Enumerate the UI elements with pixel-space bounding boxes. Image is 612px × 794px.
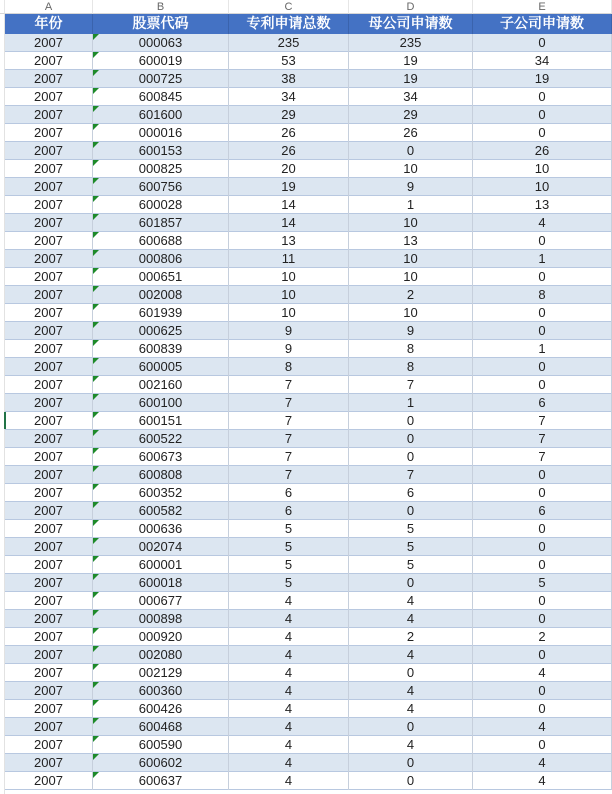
table-row xyxy=(5,232,612,250)
table-row xyxy=(5,736,612,754)
cell-total-patents[interactable]: 9 xyxy=(229,340,349,358)
cell-year[interactable]: 2007 xyxy=(5,142,93,160)
cell-total-patents[interactable]: 5 xyxy=(229,556,349,574)
table-row xyxy=(5,412,612,430)
cell-year[interactable]: 2007 xyxy=(5,160,93,178)
cell-parent-applications[interactable]: 4 xyxy=(349,592,473,610)
table-row xyxy=(5,142,612,160)
cell-year[interactable]: 2007 xyxy=(5,34,93,52)
cell-year[interactable]: 2007 xyxy=(5,574,93,592)
cell-stock-code[interactable]: 600151 xyxy=(93,412,229,430)
cell-stock-code[interactable]: 600019 xyxy=(93,52,229,70)
table-row xyxy=(5,772,612,790)
cell-year[interactable]: 2007 xyxy=(5,448,93,466)
cell-stock-code[interactable]: 601600 xyxy=(93,106,229,124)
cell-subsidiary-applications[interactable]: 0 xyxy=(473,304,612,322)
cell-subsidiary-applications[interactable]: 19 xyxy=(473,70,612,88)
cell-parent-applications[interactable]: 0 xyxy=(349,448,473,466)
cell-parent-applications[interactable]: 0 xyxy=(349,142,473,160)
column-header-d[interactable]: D xyxy=(349,0,473,14)
table-row xyxy=(5,196,612,214)
table-row xyxy=(5,34,612,52)
cell-subsidiary-applications[interactable]: 0 xyxy=(473,124,612,142)
cell-parent-applications[interactable]: 1 xyxy=(349,196,473,214)
cell-total-patents[interactable]: 5 xyxy=(229,574,349,592)
cell-stock-code[interactable]: 600352 xyxy=(93,484,229,502)
cell-subsidiary-applications[interactable]: 4 xyxy=(473,214,612,232)
cell-total-patents[interactable]: 10 xyxy=(229,304,349,322)
cell-year[interactable]: 2007 xyxy=(5,754,93,772)
cell-year[interactable]: 2007 xyxy=(5,664,93,682)
cell-parent-applications[interactable]: 0 xyxy=(349,412,473,430)
cell-total-patents[interactable]: 4 xyxy=(229,664,349,682)
cell-stock-code[interactable]: 600005 xyxy=(93,358,229,376)
cell-stock-code[interactable]: 600028 xyxy=(93,196,229,214)
cell-stock-code[interactable]: 600590 xyxy=(93,736,229,754)
header-cell-stock-code[interactable]: 股票代码 xyxy=(93,14,229,34)
table-row xyxy=(5,628,612,646)
table-row xyxy=(5,466,612,484)
cell-stock-code[interactable]: 600360 xyxy=(93,682,229,700)
cell-year[interactable]: 2007 xyxy=(5,556,93,574)
cell-parent-applications[interactable]: 5 xyxy=(349,538,473,556)
cell-year[interactable]: 2007 xyxy=(5,250,93,268)
cell-parent-applications[interactable]: 9 xyxy=(349,322,473,340)
cell-total-patents[interactable]: 26 xyxy=(229,142,349,160)
table-row xyxy=(5,160,612,178)
cell-subsidiary-applications[interactable]: 0 xyxy=(473,232,612,250)
cell-subsidiary-applications[interactable]: 0 xyxy=(473,358,612,376)
cell-subsidiary-applications[interactable]: 0 xyxy=(473,700,612,718)
cell-year[interactable]: 2007 xyxy=(5,646,93,664)
cell-year[interactable]: 2007 xyxy=(5,196,93,214)
cell-subsidiary-applications[interactable]: 7 xyxy=(473,448,612,466)
table-row xyxy=(5,592,612,610)
cell-parent-applications[interactable]: 1 xyxy=(349,394,473,412)
cell-subsidiary-applications[interactable]: 7 xyxy=(473,430,612,448)
cell-total-patents[interactable]: 9 xyxy=(229,322,349,340)
cell-parent-applications[interactable]: 0 xyxy=(349,430,473,448)
cell-year[interactable]: 2007 xyxy=(5,358,93,376)
cell-parent-applications[interactable]: 4 xyxy=(349,646,473,664)
cell-year[interactable]: 2007 xyxy=(5,682,93,700)
cell-stock-code[interactable]: 000016 xyxy=(93,124,229,142)
cell-subsidiary-applications[interactable]: 5 xyxy=(473,574,612,592)
cell-year[interactable]: 2007 xyxy=(5,214,93,232)
cell-parent-applications[interactable]: 8 xyxy=(349,340,473,358)
table-row xyxy=(5,124,612,142)
cell-total-patents[interactable]: 7 xyxy=(229,376,349,394)
cell-stock-code[interactable]: 000625 xyxy=(93,322,229,340)
cell-subsidiary-applications[interactable]: 0 xyxy=(473,88,612,106)
cell-year[interactable]: 2007 xyxy=(5,592,93,610)
active-cell-indicator xyxy=(4,412,6,429)
cell-year[interactable]: 2007 xyxy=(5,718,93,736)
cell-total-patents[interactable]: 4 xyxy=(229,718,349,736)
table-row xyxy=(5,430,612,448)
header-cell-year[interactable]: 年份 xyxy=(5,14,93,34)
cell-stock-code[interactable]: 600756 xyxy=(93,178,229,196)
table-row xyxy=(5,340,612,358)
cell-stock-code[interactable]: 600673 xyxy=(93,448,229,466)
cell-subsidiary-applications[interactable]: 4 xyxy=(473,754,612,772)
cell-year[interactable]: 2007 xyxy=(5,304,93,322)
column-header-a[interactable]: A xyxy=(5,0,93,14)
cell-stock-code[interactable]: 000725 xyxy=(93,70,229,88)
cell-total-patents[interactable]: 38 xyxy=(229,70,349,88)
cell-subsidiary-applications[interactable]: 0 xyxy=(473,592,612,610)
cell-year[interactable]: 2007 xyxy=(5,178,93,196)
cell-year[interactable]: 2007 xyxy=(5,232,93,250)
cell-year[interactable]: 2007 xyxy=(5,484,93,502)
cell-stock-code[interactable]: 600468 xyxy=(93,718,229,736)
cell-total-patents[interactable]: 4 xyxy=(229,772,349,790)
cell-total-patents[interactable]: 6 xyxy=(229,502,349,520)
cell-total-patents[interactable]: 6 xyxy=(229,484,349,502)
cell-subsidiary-applications[interactable]: 0 xyxy=(473,682,612,700)
table-row xyxy=(5,268,612,286)
cell-stock-code[interactable]: 002080 xyxy=(93,646,229,664)
cell-parent-applications[interactable]: 4 xyxy=(349,736,473,754)
cell-subsidiary-applications[interactable]: 0 xyxy=(473,610,612,628)
table-row xyxy=(5,484,612,502)
cell-stock-code[interactable]: 600637 xyxy=(93,772,229,790)
cell-parent-applications[interactable]: 29 xyxy=(349,106,473,124)
cell-stock-code[interactable]: 600522 xyxy=(93,430,229,448)
cell-subsidiary-applications[interactable]: 10 xyxy=(473,160,612,178)
cell-year[interactable]: 2007 xyxy=(5,124,93,142)
table-row xyxy=(5,646,612,664)
cell-stock-code[interactable]: 600001 xyxy=(93,556,229,574)
table-row xyxy=(5,250,612,268)
cell-stock-code[interactable]: 000898 xyxy=(93,610,229,628)
cell-parent-applications[interactable]: 0 xyxy=(349,502,473,520)
cell-subsidiary-applications[interactable]: 4 xyxy=(473,718,612,736)
cell-subsidiary-applications[interactable]: 0 xyxy=(473,736,612,754)
header-cell-total-patents[interactable]: 专利申请总数 xyxy=(229,14,349,34)
table-row xyxy=(5,322,612,340)
cell-stock-code[interactable]: 000651 xyxy=(93,268,229,286)
cell-stock-code[interactable]: 600808 xyxy=(93,466,229,484)
cell-parent-applications[interactable]: 4 xyxy=(349,610,473,628)
cell-subsidiary-applications[interactable]: 0 xyxy=(473,484,612,502)
cell-subsidiary-applications[interactable]: 26 xyxy=(473,142,612,160)
cell-year[interactable]: 2007 xyxy=(5,394,93,412)
cell-total-patents[interactable]: 10 xyxy=(229,286,349,304)
table-row xyxy=(5,664,612,682)
cell-subsidiary-applications[interactable]: 7 xyxy=(473,412,612,430)
cell-stock-code[interactable]: 600100 xyxy=(93,394,229,412)
cell-stock-code[interactable]: 600839 xyxy=(93,340,229,358)
cell-parent-applications[interactable]: 10 xyxy=(349,268,473,286)
cell-parent-applications[interactable]: 10 xyxy=(349,160,473,178)
column-header-e[interactable]: E xyxy=(473,0,612,14)
cell-total-patents[interactable]: 4 xyxy=(229,628,349,646)
cell-total-patents[interactable]: 7 xyxy=(229,466,349,484)
cell-parent-applications[interactable]: 5 xyxy=(349,556,473,574)
cell-subsidiary-applications[interactable]: 1 xyxy=(473,340,612,358)
table-row xyxy=(5,556,612,574)
cell-total-patents[interactable]: 53 xyxy=(229,52,349,70)
cell-year[interactable]: 2007 xyxy=(5,628,93,646)
cell-parent-applications[interactable]: 0 xyxy=(349,574,473,592)
cell-stock-code[interactable]: 000063 xyxy=(93,34,229,52)
cell-total-patents[interactable]: 5 xyxy=(229,538,349,556)
cell-subsidiary-applications[interactable]: 0 xyxy=(473,538,612,556)
cell-total-patents[interactable]: 4 xyxy=(229,754,349,772)
cell-stock-code[interactable]: 600602 xyxy=(93,754,229,772)
cell-total-patents[interactable]: 4 xyxy=(229,646,349,664)
table-header-row xyxy=(5,14,612,34)
table-row xyxy=(5,610,612,628)
cell-total-patents[interactable]: 7 xyxy=(229,430,349,448)
cell-parent-applications[interactable]: 7 xyxy=(349,466,473,484)
header-cell-subsidiary-applications[interactable]: 子公司申请数 xyxy=(473,14,612,34)
cell-subsidiary-applications[interactable]: 34 xyxy=(473,52,612,70)
cell-total-patents[interactable]: 19 xyxy=(229,178,349,196)
table-row xyxy=(5,286,612,304)
cell-parent-applications[interactable]: 2 xyxy=(349,628,473,646)
cell-total-patents[interactable]: 4 xyxy=(229,736,349,754)
cell-year[interactable]: 2007 xyxy=(5,88,93,106)
cell-parent-applications[interactable]: 6 xyxy=(349,484,473,502)
cell-total-patents[interactable]: 14 xyxy=(229,196,349,214)
cell-total-patents[interactable]: 29 xyxy=(229,106,349,124)
cell-year[interactable]: 2007 xyxy=(5,772,93,790)
table-row xyxy=(5,682,612,700)
cell-subsidiary-applications[interactable]: 13 xyxy=(473,196,612,214)
cell-total-patents[interactable]: 235 xyxy=(229,34,349,52)
cell-subsidiary-applications[interactable]: 0 xyxy=(473,646,612,664)
cell-stock-code[interactable]: 002074 xyxy=(93,538,229,556)
cell-total-patents[interactable]: 8 xyxy=(229,358,349,376)
cell-total-patents[interactable]: 13 xyxy=(229,232,349,250)
cell-parent-applications[interactable]: 7 xyxy=(349,376,473,394)
cell-year[interactable]: 2007 xyxy=(5,610,93,628)
cell-parent-applications[interactable]: 34 xyxy=(349,88,473,106)
cell-parent-applications[interactable]: 9 xyxy=(349,178,473,196)
cell-subsidiary-applications[interactable]: 4 xyxy=(473,664,612,682)
table-row xyxy=(5,502,612,520)
cell-parent-applications[interactable]: 13 xyxy=(349,232,473,250)
cell-parent-applications[interactable]: 5 xyxy=(349,520,473,538)
cell-total-patents[interactable]: 34 xyxy=(229,88,349,106)
cell-subsidiary-applications[interactable]: 0 xyxy=(473,520,612,538)
cell-total-patents[interactable]: 4 xyxy=(229,610,349,628)
cell-stock-code[interactable]: 600845 xyxy=(93,88,229,106)
cell-stock-code[interactable]: 000677 xyxy=(93,592,229,610)
cell-year[interactable]: 2007 xyxy=(5,52,93,70)
cell-subsidiary-applications[interactable]: 1 xyxy=(473,250,612,268)
cell-total-patents[interactable]: 4 xyxy=(229,700,349,718)
cell-stock-code[interactable]: 000825 xyxy=(93,160,229,178)
cell-subsidiary-applications[interactable]: 10 xyxy=(473,178,612,196)
cell-parent-applications[interactable]: 0 xyxy=(349,772,473,790)
cell-year[interactable]: 2007 xyxy=(5,376,93,394)
cell-stock-code[interactable]: 600018 xyxy=(93,574,229,592)
table-row xyxy=(5,52,612,70)
header-cell-parent-applications[interactable]: 母公司申请数 xyxy=(349,14,473,34)
cell-parent-applications[interactable]: 19 xyxy=(349,52,473,70)
table-row xyxy=(5,538,612,556)
cell-stock-code[interactable]: 002160 xyxy=(93,376,229,394)
cell-total-patents[interactable]: 4 xyxy=(229,592,349,610)
cell-stock-code[interactable]: 002008 xyxy=(93,286,229,304)
column-header-b[interactable]: B xyxy=(93,0,229,14)
cell-year[interactable]: 2007 xyxy=(5,736,93,754)
column-header-c[interactable]: C xyxy=(229,0,349,14)
cell-total-patents[interactable]: 10 xyxy=(229,268,349,286)
cell-subsidiary-applications[interactable]: 6 xyxy=(473,502,612,520)
cell-parent-applications[interactable]: 19 xyxy=(349,70,473,88)
cell-subsidiary-applications[interactable]: 2 xyxy=(473,628,612,646)
cell-total-patents[interactable]: 4 xyxy=(229,682,349,700)
cell-stock-code[interactable]: 600688 xyxy=(93,232,229,250)
column-header-bar xyxy=(0,0,612,14)
cell-year[interactable]: 2007 xyxy=(5,430,93,448)
cell-year[interactable]: 2007 xyxy=(5,538,93,556)
cell-subsidiary-applications[interactable]: 0 xyxy=(473,322,612,340)
cell-stock-code[interactable]: 600582 xyxy=(93,502,229,520)
cell-stock-code[interactable]: 002129 xyxy=(93,664,229,682)
cell-parent-applications[interactable]: 4 xyxy=(349,682,473,700)
cell-stock-code[interactable]: 601857 xyxy=(93,214,229,232)
table-row xyxy=(5,754,612,772)
table-row xyxy=(5,88,612,106)
table-row xyxy=(5,178,612,196)
cell-year[interactable]: 2007 xyxy=(5,322,93,340)
cell-year[interactable]: 2007 xyxy=(5,106,93,124)
table-row xyxy=(5,214,612,232)
cell-year[interactable]: 2007 xyxy=(5,502,93,520)
cell-year[interactable]: 2007 xyxy=(5,466,93,484)
table-row xyxy=(5,376,612,394)
cell-parent-applications[interactable]: 26 xyxy=(349,124,473,142)
cell-subsidiary-applications[interactable]: 0 xyxy=(473,376,612,394)
cell-parent-applications[interactable]: 4 xyxy=(349,700,473,718)
cell-total-patents[interactable]: 7 xyxy=(229,448,349,466)
table-row xyxy=(5,700,612,718)
cell-parent-applications[interactable]: 0 xyxy=(349,718,473,736)
cell-year[interactable]: 2007 xyxy=(5,70,93,88)
cell-stock-code[interactable]: 600153 xyxy=(93,142,229,160)
cell-parent-applications[interactable]: 235 xyxy=(349,34,473,52)
cell-parent-applications[interactable]: 0 xyxy=(349,664,473,682)
cell-total-patents[interactable]: 11 xyxy=(229,250,349,268)
cell-year[interactable]: 2007 xyxy=(5,268,93,286)
cell-subsidiary-applications[interactable]: 0 xyxy=(473,106,612,124)
cell-stock-code[interactable]: 600426 xyxy=(93,700,229,718)
cell-parent-applications[interactable]: 8 xyxy=(349,358,473,376)
cell-stock-code[interactable]: 000636 xyxy=(93,520,229,538)
cell-parent-applications[interactable]: 10 xyxy=(349,304,473,322)
table-row xyxy=(5,448,612,466)
table-row xyxy=(5,304,612,322)
cell-subsidiary-applications[interactable]: 0 xyxy=(473,268,612,286)
table-row xyxy=(5,574,612,592)
cell-total-patents[interactable]: 26 xyxy=(229,124,349,142)
cell-total-patents[interactable]: 7 xyxy=(229,394,349,412)
cell-parent-applications[interactable]: 0 xyxy=(349,754,473,772)
cell-year[interactable]: 2007 xyxy=(5,286,93,304)
table-row xyxy=(5,394,612,412)
table-row xyxy=(5,106,612,124)
cell-total-patents[interactable]: 20 xyxy=(229,160,349,178)
cell-subsidiary-applications[interactable]: 4 xyxy=(473,772,612,790)
cell-total-patents[interactable]: 14 xyxy=(229,214,349,232)
cell-year[interactable]: 2007 xyxy=(5,700,93,718)
table-row xyxy=(5,718,612,736)
cell-parent-applications[interactable]: 10 xyxy=(349,250,473,268)
cell-total-patents[interactable]: 7 xyxy=(229,412,349,430)
cell-subsidiary-applications[interactable]: 0 xyxy=(473,34,612,52)
cell-subsidiary-applications[interactable]: 0 xyxy=(473,556,612,574)
cell-stock-code[interactable]: 000806 xyxy=(93,250,229,268)
cell-subsidiary-applications[interactable]: 8 xyxy=(473,286,612,304)
cell-parent-applications[interactable]: 10 xyxy=(349,214,473,232)
table-row xyxy=(5,520,612,538)
table-row xyxy=(5,358,612,376)
cell-year[interactable]: 2007 xyxy=(5,340,93,358)
cell-parent-applications[interactable]: 2 xyxy=(349,286,473,304)
cell-year[interactable]: 2007 xyxy=(5,520,93,538)
cell-total-patents[interactable]: 5 xyxy=(229,520,349,538)
cell-stock-code[interactable]: 000920 xyxy=(93,628,229,646)
cell-stock-code[interactable]: 601939 xyxy=(93,304,229,322)
table-row xyxy=(5,70,612,88)
cell-year[interactable]: 2007 xyxy=(5,412,93,430)
cell-subsidiary-applications[interactable]: 6 xyxy=(473,394,612,412)
cell-subsidiary-applications[interactable]: 0 xyxy=(473,466,612,484)
